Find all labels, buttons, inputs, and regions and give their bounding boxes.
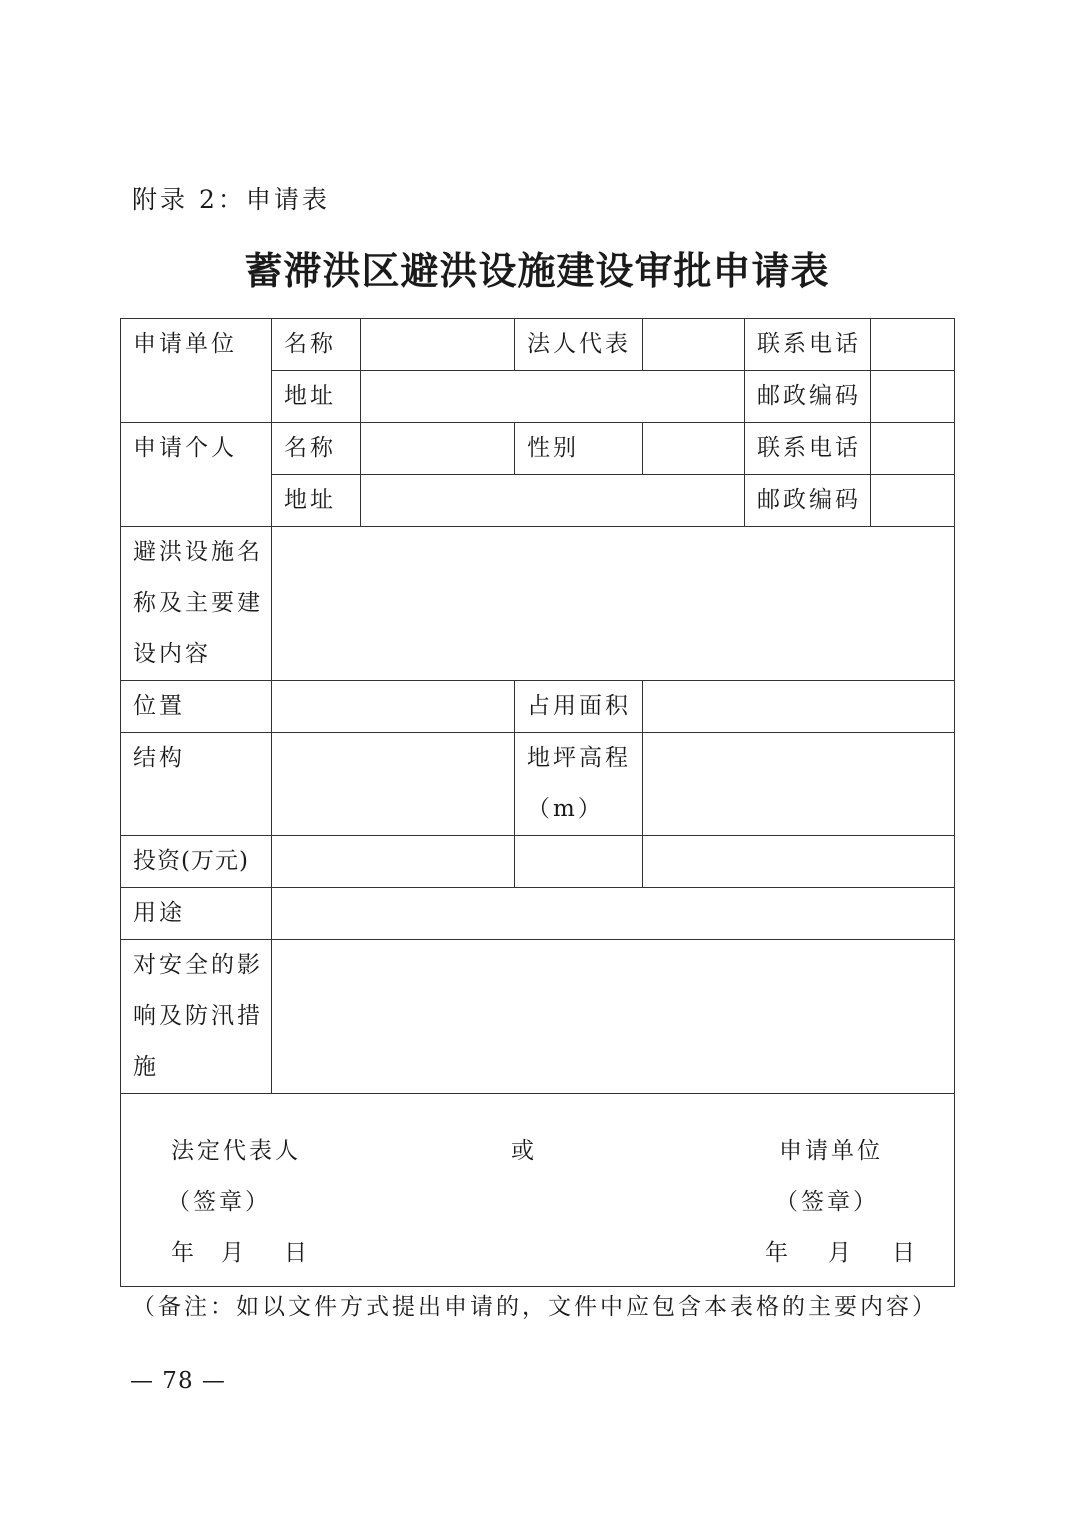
purpose-field[interactable] bbox=[272, 888, 955, 940]
table-row bbox=[121, 527, 955, 681]
table-row bbox=[121, 888, 955, 940]
structure-field[interactable] bbox=[272, 733, 515, 836]
table-row bbox=[121, 423, 955, 475]
occupied-area-field[interactable] bbox=[643, 681, 955, 733]
unit-postal-field[interactable] bbox=[871, 371, 955, 423]
applicant-unit-label: 申请单位 bbox=[121, 319, 272, 423]
floor-elevation-field[interactable] bbox=[643, 733, 955, 836]
form-title: 蓄滞洪区避洪设施建设审批申请表 bbox=[244, 248, 830, 293]
investment-field[interactable] bbox=[272, 836, 515, 888]
location-field[interactable] bbox=[272, 681, 515, 733]
safety-measures-label bbox=[121, 940, 272, 1094]
person-name-field[interactable] bbox=[361, 423, 515, 475]
appendix-label: 附录 2：申请表 bbox=[132, 185, 330, 214]
table-row bbox=[121, 681, 955, 733]
unit-name-label: 名称 bbox=[272, 319, 361, 371]
gender-field[interactable] bbox=[643, 423, 745, 475]
investment-extra-field-1[interactable] bbox=[515, 836, 643, 888]
floor-elevation-label-line2: （m） bbox=[527, 796, 604, 822]
applicant-person-label: 申请个人 bbox=[121, 423, 272, 527]
safety-measures-label-line2: 响及防汛措 bbox=[133, 1003, 263, 1029]
date-day-right: 日 bbox=[892, 1240, 918, 1266]
facility-content-label-line3: 设内容 bbox=[133, 641, 211, 667]
floor-elevation-label bbox=[515, 733, 643, 836]
table-row bbox=[121, 733, 955, 836]
date-month-right: 月 bbox=[828, 1240, 854, 1266]
person-name-label: 名称 bbox=[272, 423, 361, 475]
or-label: 或 bbox=[511, 1138, 537, 1164]
date-year-left: 年 bbox=[171, 1240, 197, 1266]
person-phone-field[interactable] bbox=[871, 423, 955, 475]
investment-label: 投资(万元) bbox=[121, 836, 272, 888]
legal-representative-label: 法定代表人 bbox=[171, 1138, 301, 1164]
person-address-label: 地址 bbox=[272, 475, 361, 527]
seal-right-label: （签章） bbox=[775, 1189, 879, 1215]
table-row bbox=[121, 319, 955, 371]
safety-measures-label-line3: 施 bbox=[133, 1054, 159, 1080]
table-row bbox=[121, 940, 955, 1094]
person-phone-label: 联系电话 bbox=[745, 423, 871, 475]
application-form-table bbox=[120, 318, 955, 1287]
facility-content-label-line1: 避洪设施名 bbox=[133, 539, 263, 565]
gender-label: 性别 bbox=[515, 423, 643, 475]
person-postal-label: 邮政编码 bbox=[745, 475, 871, 527]
unit-name-field[interactable] bbox=[361, 319, 515, 371]
location-label: 位置 bbox=[121, 681, 272, 733]
floor-elevation-label-line1: 地坪高程 bbox=[527, 745, 631, 771]
investment-extra-field-2[interactable] bbox=[643, 836, 955, 888]
safety-measures-field[interactable] bbox=[272, 940, 955, 1094]
applicant-unit-sign-label: 申请单位 bbox=[779, 1138, 883, 1164]
remark-note: （备注：如以文件方式提出申请的，文件中应包含本表格的主要内容） bbox=[132, 1294, 938, 1320]
facility-content-label bbox=[121, 527, 272, 681]
table-row bbox=[121, 836, 955, 888]
page-number: — 78 — bbox=[130, 1368, 226, 1394]
facility-content-field[interactable] bbox=[272, 527, 955, 681]
structure-label: 结构 bbox=[121, 733, 272, 836]
unit-address-label: 地址 bbox=[272, 371, 361, 423]
facility-content-label-line2: 称及主要建 bbox=[133, 590, 263, 616]
seal-left-label: （签章） bbox=[167, 1189, 271, 1215]
person-postal-field[interactable] bbox=[871, 475, 955, 527]
date-year-right: 年 bbox=[765, 1240, 791, 1266]
date-day-left: 日 bbox=[284, 1240, 310, 1266]
signature-section[interactable] bbox=[121, 1094, 955, 1287]
unit-phone-field[interactable] bbox=[871, 319, 955, 371]
unit-address-field[interactable] bbox=[361, 371, 745, 423]
safety-measures-label-line1: 对安全的影 bbox=[133, 952, 263, 978]
purpose-label: 用途 bbox=[121, 888, 272, 940]
legal-rep-label: 法人代表 bbox=[515, 319, 643, 371]
unit-postal-label: 邮政编码 bbox=[745, 371, 871, 423]
legal-rep-field[interactable] bbox=[643, 319, 745, 371]
unit-phone-label: 联系电话 bbox=[745, 319, 871, 371]
person-address-field[interactable] bbox=[361, 475, 745, 527]
date-month-left: 月 bbox=[221, 1240, 247, 1266]
occupied-area-label: 占用面积 bbox=[515, 681, 643, 733]
table-row bbox=[121, 1094, 955, 1287]
